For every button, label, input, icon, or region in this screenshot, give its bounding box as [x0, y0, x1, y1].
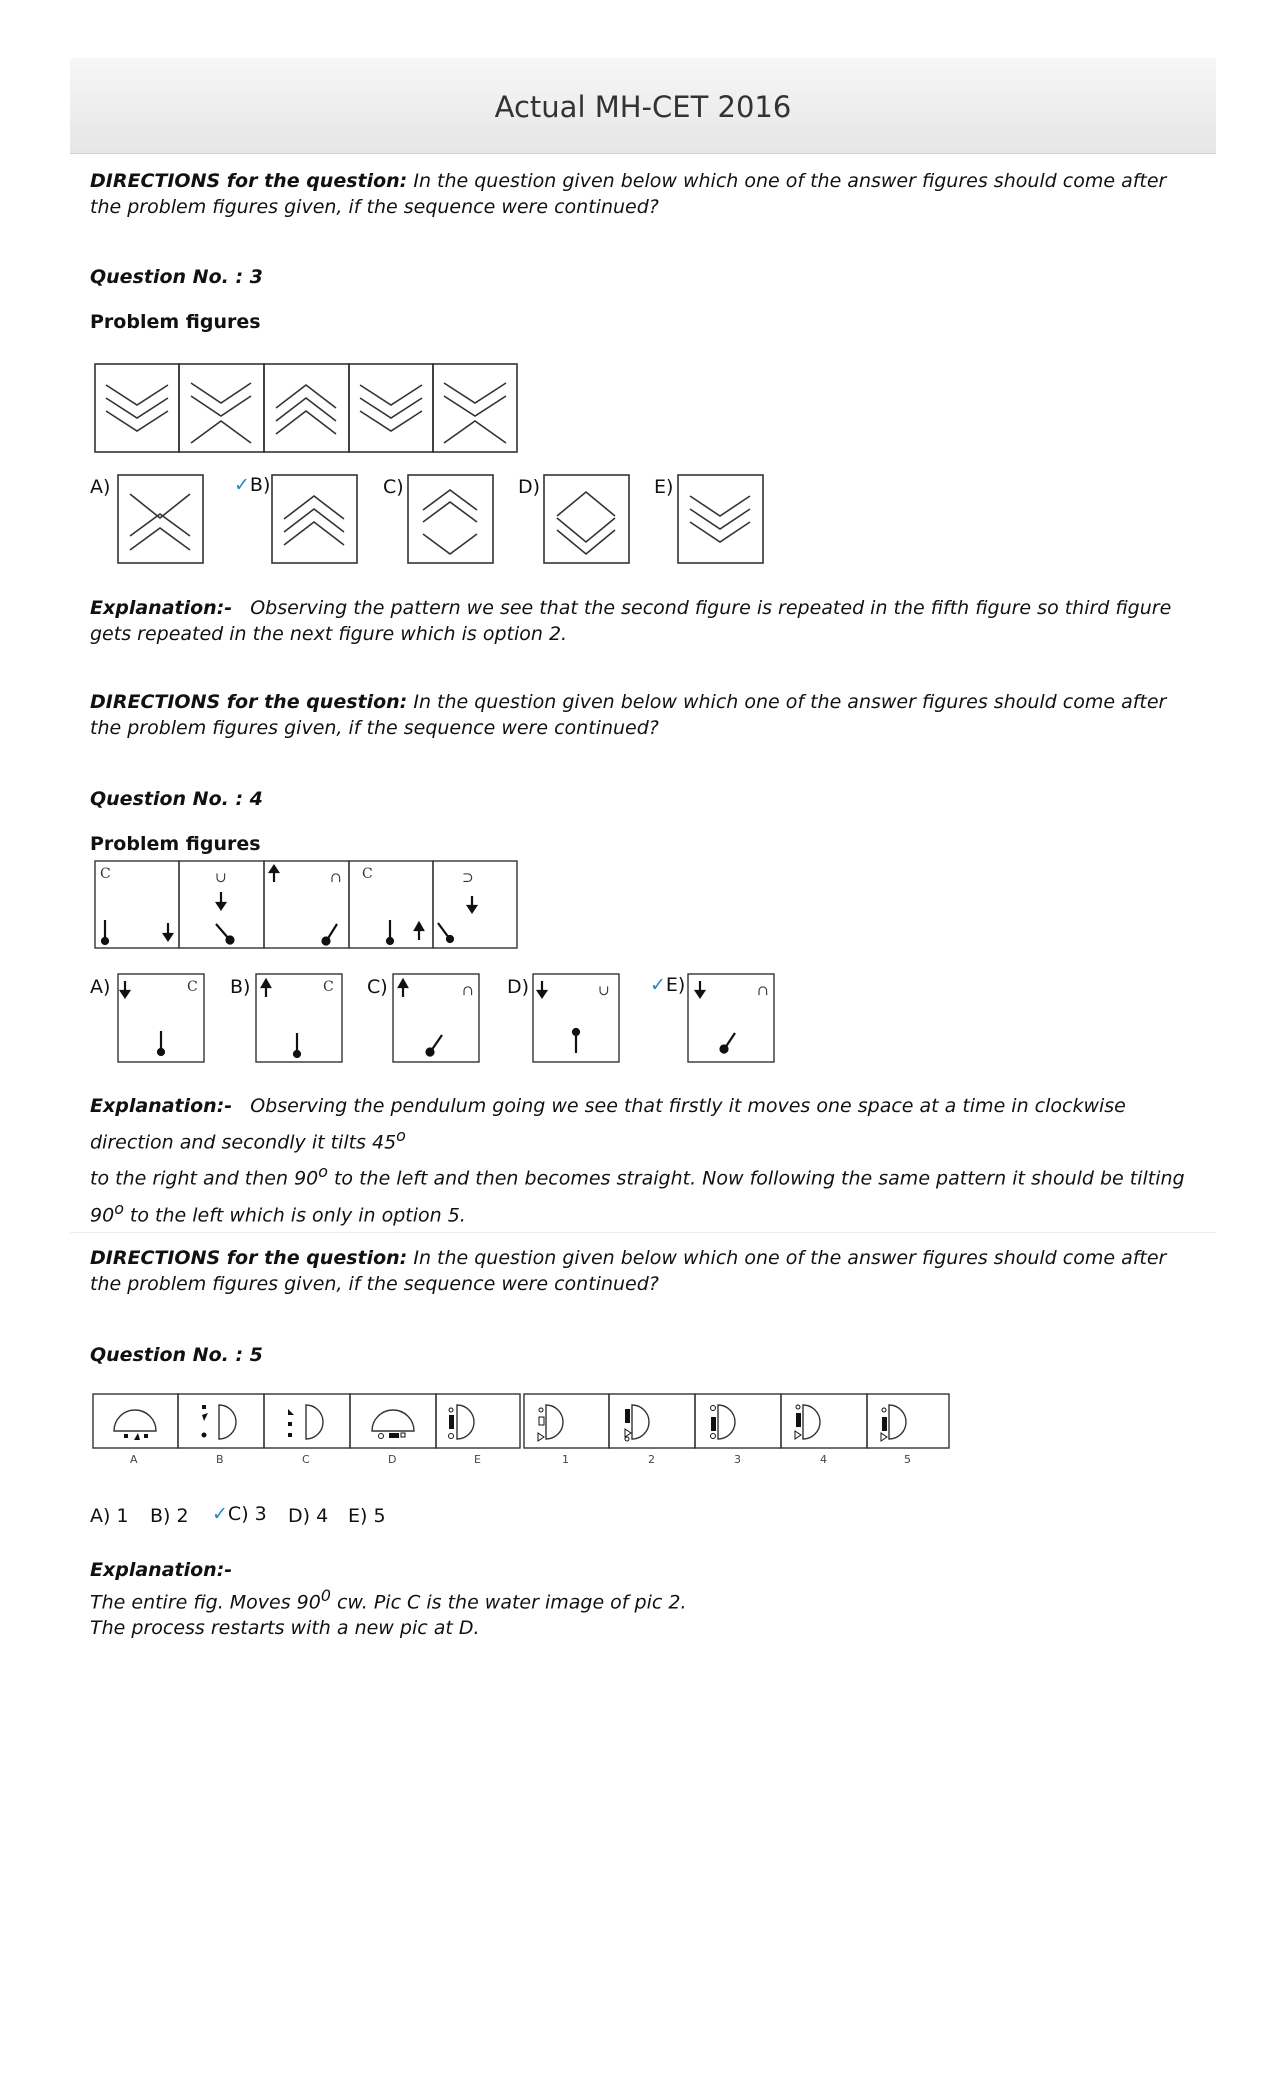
question-number: Question No. : 5 — [90, 1344, 263, 1366]
svg-text:C: C — [323, 979, 334, 995]
option-b-label[interactable]: B) — [230, 976, 251, 998]
option-a-label[interactable]: A) 1 — [90, 1505, 129, 1527]
q3-option-a-figure[interactable] — [117, 474, 205, 566]
directions-label: DIRECTIONS for the question: — [90, 170, 408, 192]
explanation-label: Explanation:- — [90, 597, 233, 619]
svg-text:∩: ∩ — [757, 983, 769, 999]
option-b-label[interactable]: B) 2 — [150, 1505, 189, 1527]
checkmark-icon: ✓ — [234, 474, 250, 496]
page-header — [70, 58, 1216, 154]
q4-problem-figures — [94, 860, 519, 951]
q4-option-b-figure[interactable] — [255, 973, 345, 1065]
svg-text:∪: ∪ — [598, 983, 610, 999]
option-d-label[interactable]: D) — [507, 976, 530, 998]
explanation-label: Explanation:- — [90, 1559, 233, 1581]
option-a-label[interactable]: A) — [90, 976, 111, 998]
q5-figure-labels: A B C D E 1 2 3 4 5 — [130, 1453, 911, 1466]
option-c-label[interactable]: ✓C) 3 — [212, 1503, 267, 1525]
option-e-label[interactable]: E) 5 — [348, 1505, 386, 1527]
checkmark-icon: ✓ — [650, 974, 666, 996]
explanation-q4: Explanation:- Observing the pendulum going we see that firstly it moves one space at a time in clockwise direction and secondly it tilts 45$^o$ to the right and then 90$^o$ to the left and then becomes straight. Now following the same pattern it should be tilting 90$^o$ to the left which is only in option 5. — [90, 1095, 1185, 1226]
directions-text: In the question given below which one of the answer figures should come after the problem figures given, if the sequence were continued? — [90, 691, 1167, 739]
explanation-text: Observing the pattern we see that the second figure is repeated in the fifth figure so third figure gets repeated in the next figure which is option 2. — [90, 597, 1172, 645]
question-number: Question No. : 3 — [90, 266, 263, 288]
checkmark-icon: ✓ — [212, 1503, 228, 1525]
svg-text:∪: ∪ — [215, 870, 227, 886]
page-title: Actual MH-CET 2016 — [494, 90, 792, 124]
directions-label: DIRECTIONS for the question: — [90, 691, 408, 713]
problem-figures-label: Problem figures — [90, 311, 261, 333]
q4-option-c-figure[interactable] — [392, 973, 482, 1065]
explanation-label: Explanation:- — [90, 1095, 233, 1117]
option-c-label[interactable]: C) — [367, 976, 388, 998]
explanation-text: Observing the pendulum going we see that firstly it moves one space at a time in clockwise direction and secondly it tilts 45 — [90, 1095, 1126, 1154]
q3-option-e-figure[interactable] — [677, 474, 765, 566]
directions-q3 — [90, 168, 1200, 220]
option-c-label[interactable]: C) — [383, 476, 404, 498]
option-d-label[interactable]: D) 4 — [288, 1505, 329, 1527]
option-e-label[interactable]: ✓E) — [650, 974, 686, 996]
q3-option-c-figure[interactable] — [407, 474, 495, 566]
svg-text:∩: ∩ — [330, 870, 342, 886]
q3-option-b-figure[interactable] — [271, 474, 359, 566]
svg-text:C: C — [187, 979, 198, 995]
q4-option-e-figure[interactable] — [687, 973, 777, 1065]
directions-text: In the question given below which one of the answer figures should come after the problem figures given, if the sequence were continued? — [90, 170, 1167, 218]
explanation-q3 — [90, 595, 1210, 647]
directions-q4 — [90, 689, 1200, 741]
svg-text:∩: ∩ — [462, 983, 474, 999]
q3-option-d-figure[interactable] — [543, 474, 631, 566]
problem-figures-label: Problem figures — [90, 833, 261, 855]
option-e-label[interactable]: E) — [654, 476, 674, 498]
svg-text:C: C — [362, 866, 373, 882]
svg-text:C: C — [100, 866, 111, 882]
explanation-q5: Explanation:- The entire fig. Moves $90^0$ cw. Pic C is the water image of pic 2. The process restarts with a new pic at D. — [90, 1559, 687, 1640]
option-d-label[interactable]: D) — [518, 476, 541, 498]
question-number: Question No. : 4 — [90, 788, 263, 810]
directions-label: DIRECTIONS for the question: — [90, 1247, 408, 1269]
svg-text:⊃: ⊃ — [462, 870, 474, 886]
q4-option-d-figure[interactable] — [532, 973, 622, 1065]
directions-q5 — [90, 1245, 1200, 1297]
option-a-label[interactable]: A) — [90, 476, 111, 498]
directions-text: In the question given below which one of the answer figures should come after the problem figures given, if the sequence were continued? — [90, 1247, 1167, 1295]
section-divider — [70, 1232, 1216, 1233]
q4-option-a-figure[interactable] — [117, 973, 207, 1065]
explanation-text: The entire fig. Moves 90 — [90, 1591, 321, 1614]
q3-problem-figures — [94, 363, 519, 454]
option-b-label[interactable]: ✓B) — [234, 474, 271, 496]
